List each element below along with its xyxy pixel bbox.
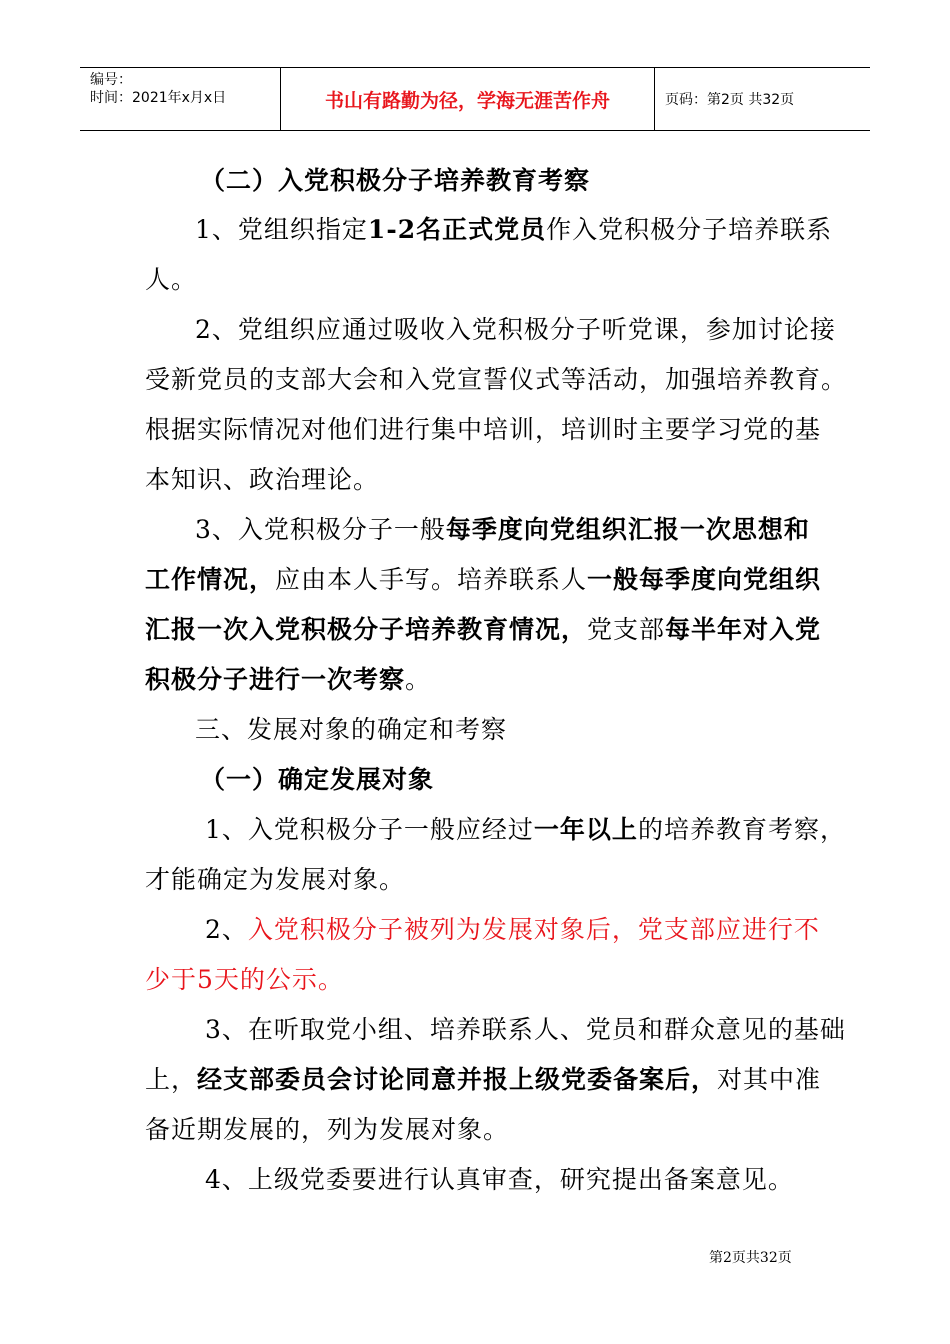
text-span: 的培养教育考察， [637,815,846,844]
paragraph-2-line-1: 2、党组织应通过吸收入党积极分子听党课，参加讨论接 [195,315,836,344]
subsection-1-heading: （一）确定发展对象 [200,765,435,794]
text-span: 上， [145,1065,198,1094]
document-header [80,67,870,131]
paragraph-2-line-4: 本知识、政治理论。 [145,465,380,494]
document-number-label: 编号： [90,72,132,88]
bold-span: 一年以上 [533,815,638,844]
text-span: 作入党积极分子培养联系 [546,215,833,244]
bold-span: 每季度向党组织汇报一次思想和 [445,515,810,544]
paragraph-2-line-3: 根据实际情况对他们进行集中培训，培训时主要学习党的基 [145,415,822,444]
bold-span: 经支部委员会讨论同意并报上级党委备案后， [197,1065,718,1094]
paragraph-1-line-1 [195,215,832,245]
red-highlight-span: 入党积极分子被列为发展对象后，党支部应进行不 [247,915,820,944]
bold-span: 工作情况， [145,565,276,594]
section-2-heading: （二）入党积极分子培养教育考察 [200,166,591,195]
paragraph-3-line-4 [145,665,431,695]
text-span: 2、 [205,915,248,944]
paragraph-2-line-2: 受新党员的支部大会和入党宣誓仪式等活动，加强培养教育。 [145,365,848,394]
bold-span: 汇报一次入党积极分子培养教育情况， [145,615,588,644]
text-span: 对其中准 [717,1065,822,1094]
item-1-line-2: 才能确定为发展对象。 [145,865,406,894]
header-page-info: 页码：第2页 共32页 [665,92,795,108]
text-span: 。 [405,665,432,694]
item-3-line-2 [145,1065,821,1095]
text-span: 1、党组织指定 [195,215,368,244]
header-meta [80,68,281,130]
section-3-heading: 三、发展对象的确定和考察 [195,715,508,744]
item-3-line-1: 3、在听取党小组、培养联系人、党员和群众意见的基础 [205,1015,846,1044]
bold-span: 每半年对入党 [665,615,822,644]
document-time-label: 时间：2021年x月x日 [90,90,227,106]
item-4-line-1: 4、上级党委要进行认真审查，研究提出备案意见。 [205,1165,794,1194]
paragraph-3-line-3 [145,615,821,645]
text-span: 应由本人手写。培养联系人 [275,565,588,594]
bold-span: 积极分子进行一次考察 [145,665,406,694]
header-motto: 书山有路勤为径，学海无涯苦作舟 [281,68,655,130]
bold-span: 一般每季度向党组织 [587,565,822,594]
page-footer: 第2页共32页 [709,1250,792,1266]
item-2-line-2: 少于5天的公示。 [145,965,344,994]
text-span: 1、入党积极分子一般应经过 [205,815,534,844]
item-1-line-1 [205,815,846,845]
text-span: 党支部 [587,615,666,644]
text-span: 3、入党积极分子一般 [195,515,446,544]
paragraph-3-line-1 [195,515,810,545]
bold-span: 1-2名正式党员 [367,215,547,244]
item-3-line-3: 备近期发展的，列为发展对象。 [145,1115,510,1144]
item-2-line-1 [205,915,820,945]
paragraph-3-line-2 [145,565,821,595]
paragraph-1-line-2: 人。 [145,265,198,294]
